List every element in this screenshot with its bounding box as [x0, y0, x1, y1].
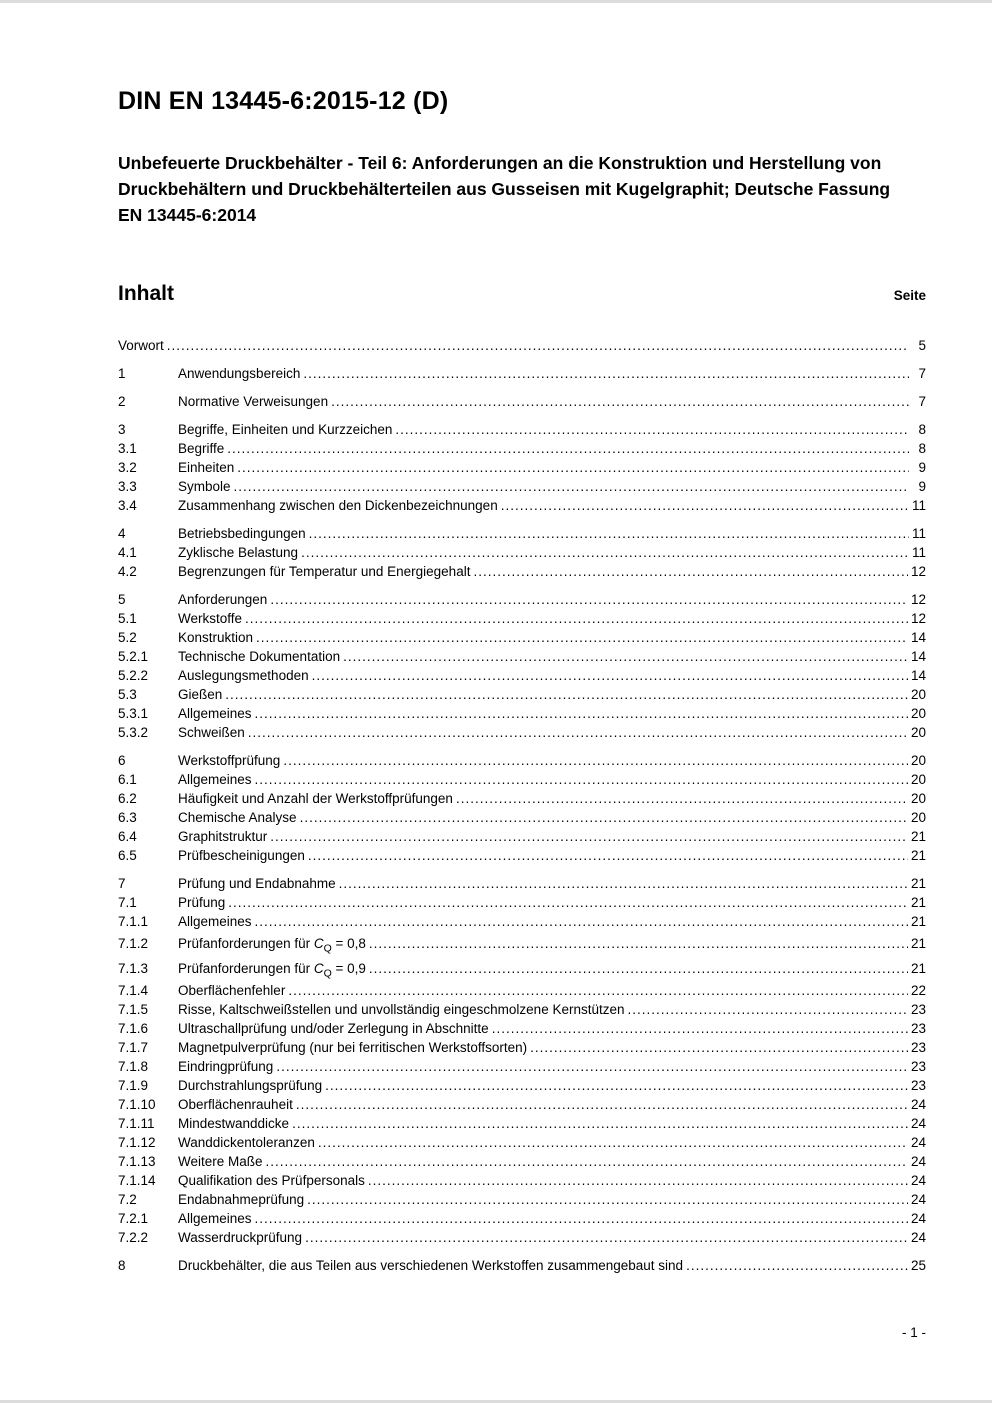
toc-leader-dots [686, 1256, 908, 1275]
toc-entry-title: Druckbehälter, die aus Teilen aus verschiedenen Werkstoffen zusammengebaut sind [178, 1258, 684, 1273]
toc-leader-dots [530, 1038, 908, 1057]
toc-entry-title: Begrenzungen für Temperatur und Energiegehalt [178, 564, 471, 579]
toc-entry [118, 1256, 926, 1275]
toc-leader-dots [325, 1076, 908, 1095]
toc-entry-number: 8 [118, 1258, 126, 1273]
toc-leader-dots [227, 439, 909, 458]
toc-entry [118, 846, 926, 865]
toc-entry-number: 3.4 [118, 498, 137, 513]
toc-entry-number: 7.1.9 [118, 1078, 149, 1093]
toc-entry-number: 5.2 [118, 630, 137, 645]
toc-leader-dots [234, 477, 909, 496]
toc-entry-page-number: 7 [918, 394, 926, 409]
toc-entry-title: Prüfung [178, 895, 226, 910]
toc-entry-number: 7 [118, 876, 126, 891]
toc-entry-title: Prüfanforderungen für $C_Q = 0,9$ [178, 961, 366, 980]
toc-entry-page-number: 14 [910, 668, 926, 683]
toc-entry-number: 6.1 [118, 772, 137, 787]
toc-leader-dots [305, 1228, 908, 1247]
toc-entry-title: Werkstoffe [178, 611, 243, 626]
toc-entry-page-number: 24 [910, 1154, 926, 1169]
toc-leader-dots [237, 458, 909, 477]
toc-entry-number: 7.1.11 [118, 1116, 155, 1131]
toc-entry-title: Allgemeines [178, 772, 252, 787]
toc-entry-title: Häufigkeit und Anzahl der Werkstoffprüfungen [178, 791, 453, 806]
toc-entry-page-number: 12 [910, 611, 926, 626]
toc-leader-dots [270, 827, 908, 846]
toc-leader-dots [270, 590, 908, 609]
toc-entry-page-number: 24 [910, 1211, 926, 1226]
toc-entry-title: Mindestwanddicke [178, 1116, 290, 1131]
toc-entry-page-number: 9 [918, 479, 926, 494]
toc-leader-dots [303, 364, 909, 383]
toc-leader-dots [492, 1019, 908, 1038]
toc-leader-dots [255, 912, 908, 931]
toc-entry-title: Magnetpulverprüfung (nur bei ferritischen Werkstoffsorten) [178, 1040, 528, 1055]
toc-leader-dots [245, 609, 908, 628]
toc-entry-number: 7.2.2 [118, 1230, 149, 1245]
toc-entry-page-number: 21 [910, 895, 926, 910]
toc-entry-title: Allgemeines [178, 1211, 252, 1226]
toc-leader-dots [307, 1190, 908, 1209]
toc-entry-title: Weitere Maße [178, 1154, 263, 1169]
toc-leader-dots [255, 770, 908, 789]
toc-entry-number: 3 [118, 422, 126, 437]
toc-entry-page-number: 11 [911, 545, 926, 560]
toc-entry-title: Vorwort [118, 338, 164, 353]
toc-entry-page-number: 24 [910, 1230, 926, 1245]
toc-entry [118, 562, 926, 581]
toc-entry [118, 1152, 926, 1171]
toc-entry-number: 5.1 [118, 611, 137, 626]
toc-entry-number: 3.2 [118, 460, 137, 475]
toc-entry-title: Einheiten [178, 460, 235, 475]
toc-leader-dots [266, 1152, 908, 1171]
toc-leader-dots [309, 524, 909, 543]
toc-entry-page-number: 23 [910, 1021, 926, 1036]
toc-entry-page-number: 8 [918, 441, 926, 456]
toc-entry [118, 1171, 926, 1190]
toc-entry [118, 392, 926, 411]
toc-leader-dots [301, 543, 909, 562]
toc-leader-dots [368, 1171, 908, 1190]
toc-entry-title: Endabnahmeprüfung [178, 1192, 305, 1207]
toc-leader-dots [369, 934, 908, 953]
toc-entry-title: Qualifikation des Prüfpersonals [178, 1173, 365, 1188]
toc-entry [118, 590, 926, 609]
toc-entry-page-number: 23 [910, 1040, 926, 1055]
toc-entry-title: Normative Verweisungen [178, 394, 329, 409]
toc-entry [118, 609, 926, 628]
page-number-footer: - 1 - [901, 1325, 926, 1340]
toc-entry-title: Prüfung und Endabnahme [178, 876, 336, 891]
toc-entry [118, 628, 926, 647]
toc-entry-number: 3.1 [118, 441, 137, 456]
toc-leader-dots [288, 981, 908, 1000]
toc-entry-title: Betriebsbedingungen [178, 526, 306, 541]
toc-entry-page-number: 14 [910, 649, 926, 664]
toc-entry-number: 7.1.6 [118, 1021, 149, 1036]
toc-entry-page-number: 24 [910, 1173, 926, 1188]
toc-entry-number: 7.1.8 [118, 1059, 149, 1074]
toc-entry-title: Anforderungen [178, 592, 268, 607]
toc-entry [118, 981, 926, 1000]
toc-entry [118, 956, 926, 981]
toc-leader-dots [456, 789, 908, 808]
toc-entry-title: Oberflächenfehler [178, 983, 286, 998]
toc-entry-page-number: 20 [910, 753, 926, 768]
toc-leader-dots [308, 846, 908, 865]
toc-entry-page-number: 20 [910, 810, 926, 825]
toc-leader-dots [228, 893, 908, 912]
toc-entry-title: Prüfanforderungen für $C_Q = 0,8$ [178, 936, 366, 955]
toc-entry-page-number: 20 [910, 706, 926, 721]
toc-leader-dots [248, 723, 908, 742]
toc-entry-page-number: 23 [910, 1059, 926, 1074]
toc-entry-number: 6.2 [118, 791, 137, 806]
toc-entry-number: 6 [118, 753, 126, 768]
toc-leader-dots [296, 1095, 908, 1114]
toc-entry [118, 1209, 926, 1228]
toc-entry [118, 1114, 926, 1133]
toc-entry-number: 7.1.14 [118, 1173, 156, 1188]
toc-entry-title: Ultraschallprüfung und/oder Zerlegung in Abschnitte [178, 1021, 489, 1036]
toc-entry [118, 1019, 926, 1038]
toc-entry [118, 524, 926, 543]
toc-entry [118, 874, 926, 893]
toc-entry [118, 1038, 926, 1057]
toc-entry-number: 7.2.1 [118, 1211, 149, 1226]
toc-entry-title: Durchstrahlungsprüfung [178, 1078, 323, 1093]
toc-entry-page-number: 20 [910, 725, 926, 740]
toc-header [118, 282, 926, 306]
toc-entry-number: 4.2 [118, 564, 137, 579]
toc-entry-page-number: 22 [910, 983, 926, 998]
toc-entry-number: 7.1.2 [118, 936, 149, 951]
toc-entry [118, 1076, 926, 1095]
toc-entry [118, 666, 926, 685]
toc-entry [118, 496, 926, 515]
toc-entry-title: Konstruktion [178, 630, 254, 645]
toc-entry [118, 808, 926, 827]
toc-entry-page-number: 21 [910, 961, 926, 976]
toc-page-column-label: Seite [893, 288, 926, 303]
toc-leader-dots [473, 562, 908, 581]
toc-entry-title: Begriffe [178, 441, 225, 456]
toc-entry-title: Schweißen [178, 725, 245, 740]
toc-entry-number: 7.1.10 [118, 1097, 156, 1112]
toc-entry-title: Wanddickentoleranzen [178, 1135, 315, 1150]
toc-entry-title: Chemische Analyse [178, 810, 297, 825]
toc-entry [118, 364, 926, 383]
toc-entry-number: 6.4 [118, 829, 137, 844]
toc-entry-number: 7.1.12 [118, 1135, 156, 1150]
toc-entry-page-number: 8 [918, 422, 926, 437]
toc-entry-number: 6.5 [118, 848, 137, 863]
toc-entry-title: Technische Dokumentation [178, 649, 341, 664]
toc-entry-number: 1 [118, 366, 126, 381]
toc-entry-title: Allgemeines [178, 706, 252, 721]
toc-leader-dots [312, 666, 908, 685]
toc-entry [118, 931, 926, 956]
toc-entry-page-number: 5 [918, 338, 926, 353]
toc-entry [118, 827, 926, 846]
toc-entry-page-number: 21 [910, 829, 926, 844]
toc-entry-number: 4.1 [118, 545, 137, 560]
toc-leader-dots [343, 647, 908, 666]
toc-entry-title: Wasserdruckprüfung [178, 1230, 303, 1245]
toc-entry-page-number: 11 [911, 526, 926, 541]
toc-leader-dots [501, 496, 909, 515]
toc-leader-dots [276, 1057, 908, 1076]
toc-entry-title: Allgemeines [178, 914, 252, 929]
toc-entry-title: Oberflächenrauheit [178, 1097, 293, 1112]
toc-entry [118, 1000, 926, 1019]
toc-entry-page-number: 7 [918, 366, 926, 381]
toc-entry [118, 685, 926, 704]
toc-entry-page-number: 14 [910, 630, 926, 645]
toc-leader-dots [628, 1000, 908, 1019]
toc-entry-title: Eindringprüfung [178, 1059, 274, 1074]
toc-leader-dots [318, 1133, 908, 1152]
toc-entry [118, 647, 926, 666]
toc-entry [118, 1095, 926, 1114]
toc-entry-number: 5.2.1 [118, 649, 149, 664]
toc-entry-page-number: 9 [918, 460, 926, 475]
toc-entry-title: Symbole [178, 479, 231, 494]
toc-entry-number: 5 [118, 592, 126, 607]
toc-entry [118, 477, 926, 496]
toc-entry-number: 3.3 [118, 479, 137, 494]
toc-entry-number: 5.3 [118, 687, 137, 702]
toc-entry [118, 543, 926, 562]
toc-entry-page-number: 20 [910, 772, 926, 787]
toc-entry-title: Zusammenhang zwischen den Dickenbezeichnungen [178, 498, 498, 513]
toc-heading: Inhalt [118, 282, 174, 305]
toc-entry [118, 723, 926, 742]
toc-entry-number: 6.3 [118, 810, 137, 825]
toc-entry-number: 7.1.1 [118, 914, 149, 929]
toc-entry-page-number: 21 [910, 936, 926, 951]
toc-leader-dots [256, 628, 908, 647]
toc-entry [118, 912, 926, 931]
toc-entry-page-number: 20 [910, 687, 926, 702]
toc-entry-number: 5.2.2 [118, 668, 149, 683]
toc-entry-number: 7.1.13 [118, 1154, 156, 1169]
toc-entry-page-number: 21 [910, 848, 926, 863]
toc-entry-title: Auslegungsmethoden [178, 668, 309, 683]
toc-entry-number: 7.2 [118, 1192, 137, 1207]
toc-entry [118, 770, 926, 789]
toc-entry-page-number: 21 [910, 914, 926, 929]
toc-leader-dots [369, 959, 908, 978]
toc-entry-title: Risse, Kaltschweißstellen und unvollständig eingeschmolzene Kernstützen [178, 1002, 625, 1017]
toc-entry-title: Prüfbescheinigungen [178, 848, 305, 863]
toc-leader-dots [339, 874, 908, 893]
toc-entry-page-number: 12 [910, 592, 926, 607]
toc-leader-dots [255, 704, 908, 723]
toc-entry-number: 5.3.1 [118, 706, 149, 721]
toc-entry-number: 7.1.4 [118, 983, 149, 998]
toc-entry-page-number: 11 [911, 498, 926, 513]
toc-entry-title: Gießen [178, 687, 223, 702]
toc-entry [118, 1133, 926, 1152]
toc-entry [118, 439, 926, 458]
toc-entry-page-number: 23 [910, 1002, 926, 1017]
toc-leader-dots [255, 1209, 908, 1228]
toc-entry [118, 789, 926, 808]
document-number: DIN EN 13445-6:2015-12 (D) [118, 87, 449, 115]
toc-entry-title: Graphitstruktur [178, 829, 268, 844]
toc-entry [118, 1057, 926, 1076]
toc-entry-page-number: 24 [910, 1192, 926, 1207]
toc-entry-page-number: 21 [910, 876, 926, 891]
table-of-contents [118, 336, 926, 1275]
toc-entry [118, 420, 926, 439]
toc-entry-number: 7.1.3 [118, 961, 149, 976]
toc-entry-page-number: 24 [910, 1135, 926, 1150]
toc-entry-page-number: 23 [910, 1078, 926, 1093]
toc-entry-page-number: 24 [910, 1097, 926, 1112]
toc-entry [118, 704, 926, 723]
toc-leader-dots [225, 685, 908, 704]
toc-leader-dots [300, 808, 908, 827]
toc-entry-number: 7.1 [118, 895, 137, 910]
toc-entry-number: 2 [118, 394, 126, 409]
toc-leader-dots [167, 336, 909, 355]
toc-entry-page-number: 20 [910, 791, 926, 806]
toc-entry-number: 7.1.5 [118, 1002, 149, 1017]
toc-entry-page-number: 12 [910, 564, 926, 579]
toc-entry [118, 893, 926, 912]
toc-leader-dots [292, 1114, 908, 1133]
toc-entry [118, 751, 926, 770]
toc-entry-title: Begriffe, Einheiten und Kurzzeichen [178, 422, 393, 437]
toc-entry-number: 4 [118, 526, 126, 541]
toc-entry-number: 5.3.2 [118, 725, 149, 740]
toc-entry [118, 1190, 926, 1209]
toc-entry-title: Anwendungsbereich [178, 366, 301, 381]
toc-entry [118, 336, 926, 355]
toc-entry-page-number: 25 [910, 1258, 926, 1273]
toc-entry-number: 7.1.7 [118, 1040, 149, 1055]
toc-entry [118, 1228, 926, 1247]
toc-entry-title: Werkstoffprüfung [178, 753, 281, 768]
toc-leader-dots [283, 751, 908, 770]
toc-leader-dots [331, 392, 909, 411]
toc-entry-title: Zyklische Belastung [178, 545, 299, 560]
document-title: Unbefeuerte Druckbehälter - Teil 6: Anforderungen an die Konstruktion und Herstellung von Druckbehältern und Druckbehälterteilen aus Gusseisen mit Kugelgraphit; Deutsche Fassung EN 13445-6:2014 [118, 153, 891, 225]
toc-entry [118, 458, 926, 477]
toc-entry-page-number: 24 [910, 1116, 926, 1131]
toc-leader-dots [395, 420, 909, 439]
